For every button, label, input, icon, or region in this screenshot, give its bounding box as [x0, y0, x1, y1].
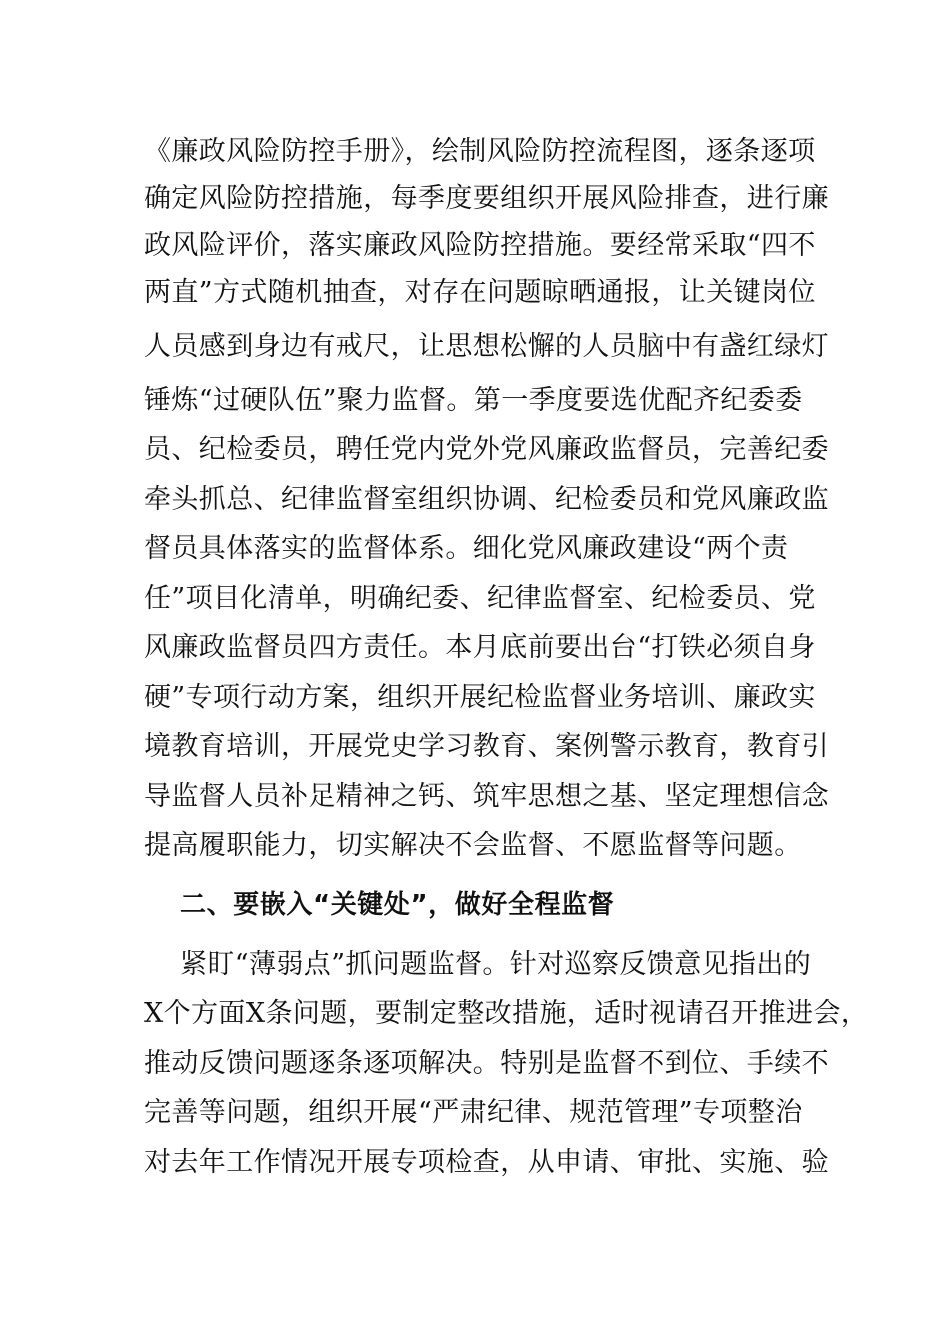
- section-heading: 二、要嵌入“关键处”，做好全程监督: [180, 890, 615, 920]
- text-line: 牵头抓总、纪律监督室组织协调、纪检委员和党风廉政监: [144, 484, 829, 515]
- text-line: 风廉政监督员四方责任。本月底前要出台“打铁必须自身: [144, 632, 816, 663]
- text-line: 政风险评价，落实廉政风险防控措施。要经常采取“四不: [144, 230, 816, 261]
- text-line: 提高履职能力，切实解决不会监督、不愿监督等问题。: [144, 830, 802, 861]
- text-line: 《廉政风险防控手册》，绘制风险防控流程图，逐条逐项: [144, 136, 816, 167]
- text-line: 督员具体落实的监督体系。细化党风廉政建设“两个责: [144, 533, 789, 564]
- text-line: 锤炼“过硬队伍”聚力监督。第一季度要选优配齐纪委委: [144, 385, 803, 416]
- text-line: 导监督人员补足精神之钙、筑牢思想之基、坚定理想信念: [144, 781, 829, 812]
- text-line: 紧盯“薄弱点”抓问题监督。针对巡察反馈意见指出的: [180, 949, 812, 980]
- text-line: 推动反馈问题逐条逐项解决。特别是监督不到位、手续不: [144, 1048, 829, 1079]
- text-line: 对去年工作情况开展专项检查，从申请、审批、实施、验: [144, 1147, 829, 1178]
- text-line: 员、纪检委员，聘任党内党外党风廉政监督员，完善纪委: [144, 434, 829, 465]
- text-line: 完善等问题，组织开展“严肃纪律、规范管理”专项整治: [144, 1097, 803, 1128]
- text-line: X个方面X条问题，要制定整改措施，适时视请召开推进会，: [144, 998, 869, 1029]
- text-line: 确定风险防控措施，每季度要组织开展风险排查，进行廉: [144, 183, 829, 214]
- text-line: 人员感到身边有戒尺，让思想松懈的人员脑中有盏红绿灯: [144, 331, 829, 362]
- text-line: 硬”专项行动方案，组织开展纪检监督业务培训、廉政实: [144, 682, 816, 713]
- text-line: 境教育培训，开展党史学习教育、案例警示教育，教育引: [144, 731, 829, 762]
- text-line: 两直”方式随机抽查，对存在问题晾晒通报，让关键岗位: [144, 277, 816, 308]
- text-line: 任”项目化清单，明确纪委、纪律监督室、纪检委员、党: [144, 583, 816, 614]
